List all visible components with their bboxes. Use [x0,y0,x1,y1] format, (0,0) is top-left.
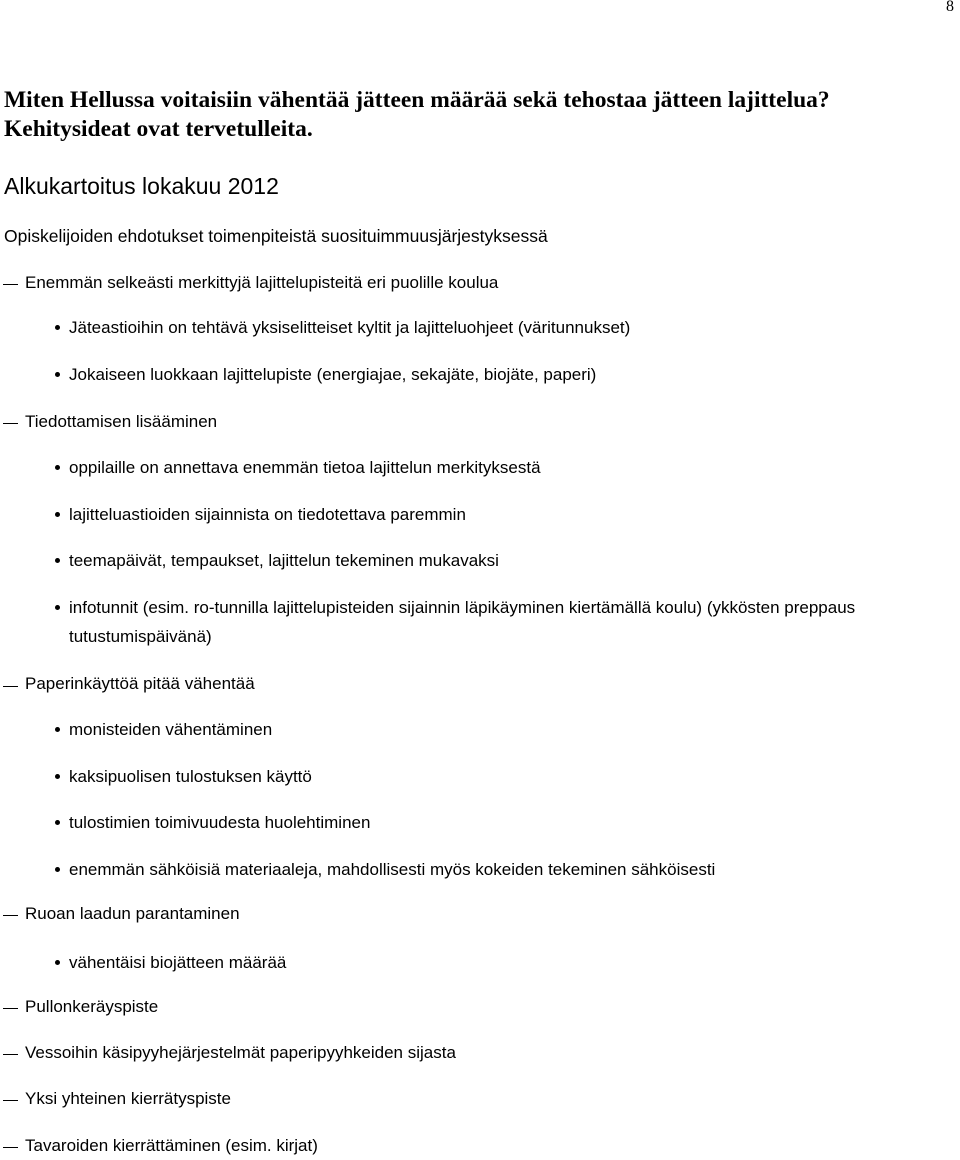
dash-marker [3,686,18,687]
list-item: tulostimien toimivuudesta huolehtiminen [69,813,371,832]
list-item: lajitteluastioiden sijainnista on tiedotettava paremmin [69,505,466,524]
bullet-marker [55,867,60,872]
bullet-marker [55,960,60,965]
dash-marker [3,1100,18,1101]
bullet-marker [55,372,60,377]
section-heading: Enemmän selkeästi merkittyjä lajittelupisteitä eri puolille koulua [25,273,499,292]
dash-marker [3,915,18,916]
section-heading: Ruoan laadun parantaminen [25,904,240,923]
bullet-marker [55,465,60,470]
section-heading: Tiedottamisen lisääminen [25,412,218,431]
dash-marker [3,1008,18,1009]
list-item: Jäteastioihin on tehtävä yksiselitteiset kyltit ja lajitteluohjeet (väritunnukset) [69,318,631,337]
page-number: 8 [946,0,954,15]
list-item: enemmän sähköisiä materiaaleja, mahdollisesti myös kokeiden tekeminen sähköisesti [69,860,716,879]
bullet-marker [55,325,60,330]
dash-marker [3,284,18,285]
survey-subtitle: Opiskelijoiden ehdotukset toimenpiteistä suosituimmuusjärjestyksessä [4,226,548,246]
bullet-marker [55,820,60,825]
question-line-1: Miten Hellussa voitaisiin vähentää jätteen määrää sekä tehostaa jätteen lajittelua? [4,87,830,113]
dash-marker [3,423,18,424]
list-item: kaksipuolisen tulostuksen käyttö [69,767,312,786]
section-heading: Pullonkeräyspiste [25,997,159,1016]
list-item: Jokaiseen luokkaan lajittelupiste (energiajae, sekajäte, biojäte, paperi) [69,365,597,384]
bullet-marker [55,774,60,779]
section-heading: Tavaroiden kierrättäminen (esim. kirjat) [25,1136,318,1155]
section-heading: Vessoihin käsipyyhejärjestelmät paperipyyhkeiden sijasta [25,1043,456,1062]
section-heading: Paperinkäyttöä pitää vähentää [25,674,255,693]
bullet-marker [55,727,60,732]
list-item: monisteiden vähentäminen [69,720,273,739]
dash-marker [3,1147,18,1148]
bullet-marker [55,512,60,517]
list-item: vähentäisi biojätteen määrää [69,953,287,972]
list-item: teemapäivät, tempaukset, lajittelun tekeminen mukavaksi [69,551,499,570]
section-heading: Yksi yhteinen kierrätyspiste [25,1089,231,1108]
survey-title: Alkukartoitus lokakuu 2012 [4,173,279,199]
bullet-marker [55,605,60,610]
list-item: oppilaille on annettava enemmän tietoa lajittelun merkityksestä [69,458,541,477]
list-item: infotunnit (esim. ro-tunnilla lajittelupisteiden sijainnin läpikäyminen kiertämällä koulu) (ykkösten preppaus tutustumispäivänä) [69,598,856,646]
question-heading [4,86,944,144]
bullet-marker [55,558,60,563]
question-line-2: Kehitysideat ovat tervetulleita. [4,116,313,142]
dash-marker [3,1054,18,1055]
